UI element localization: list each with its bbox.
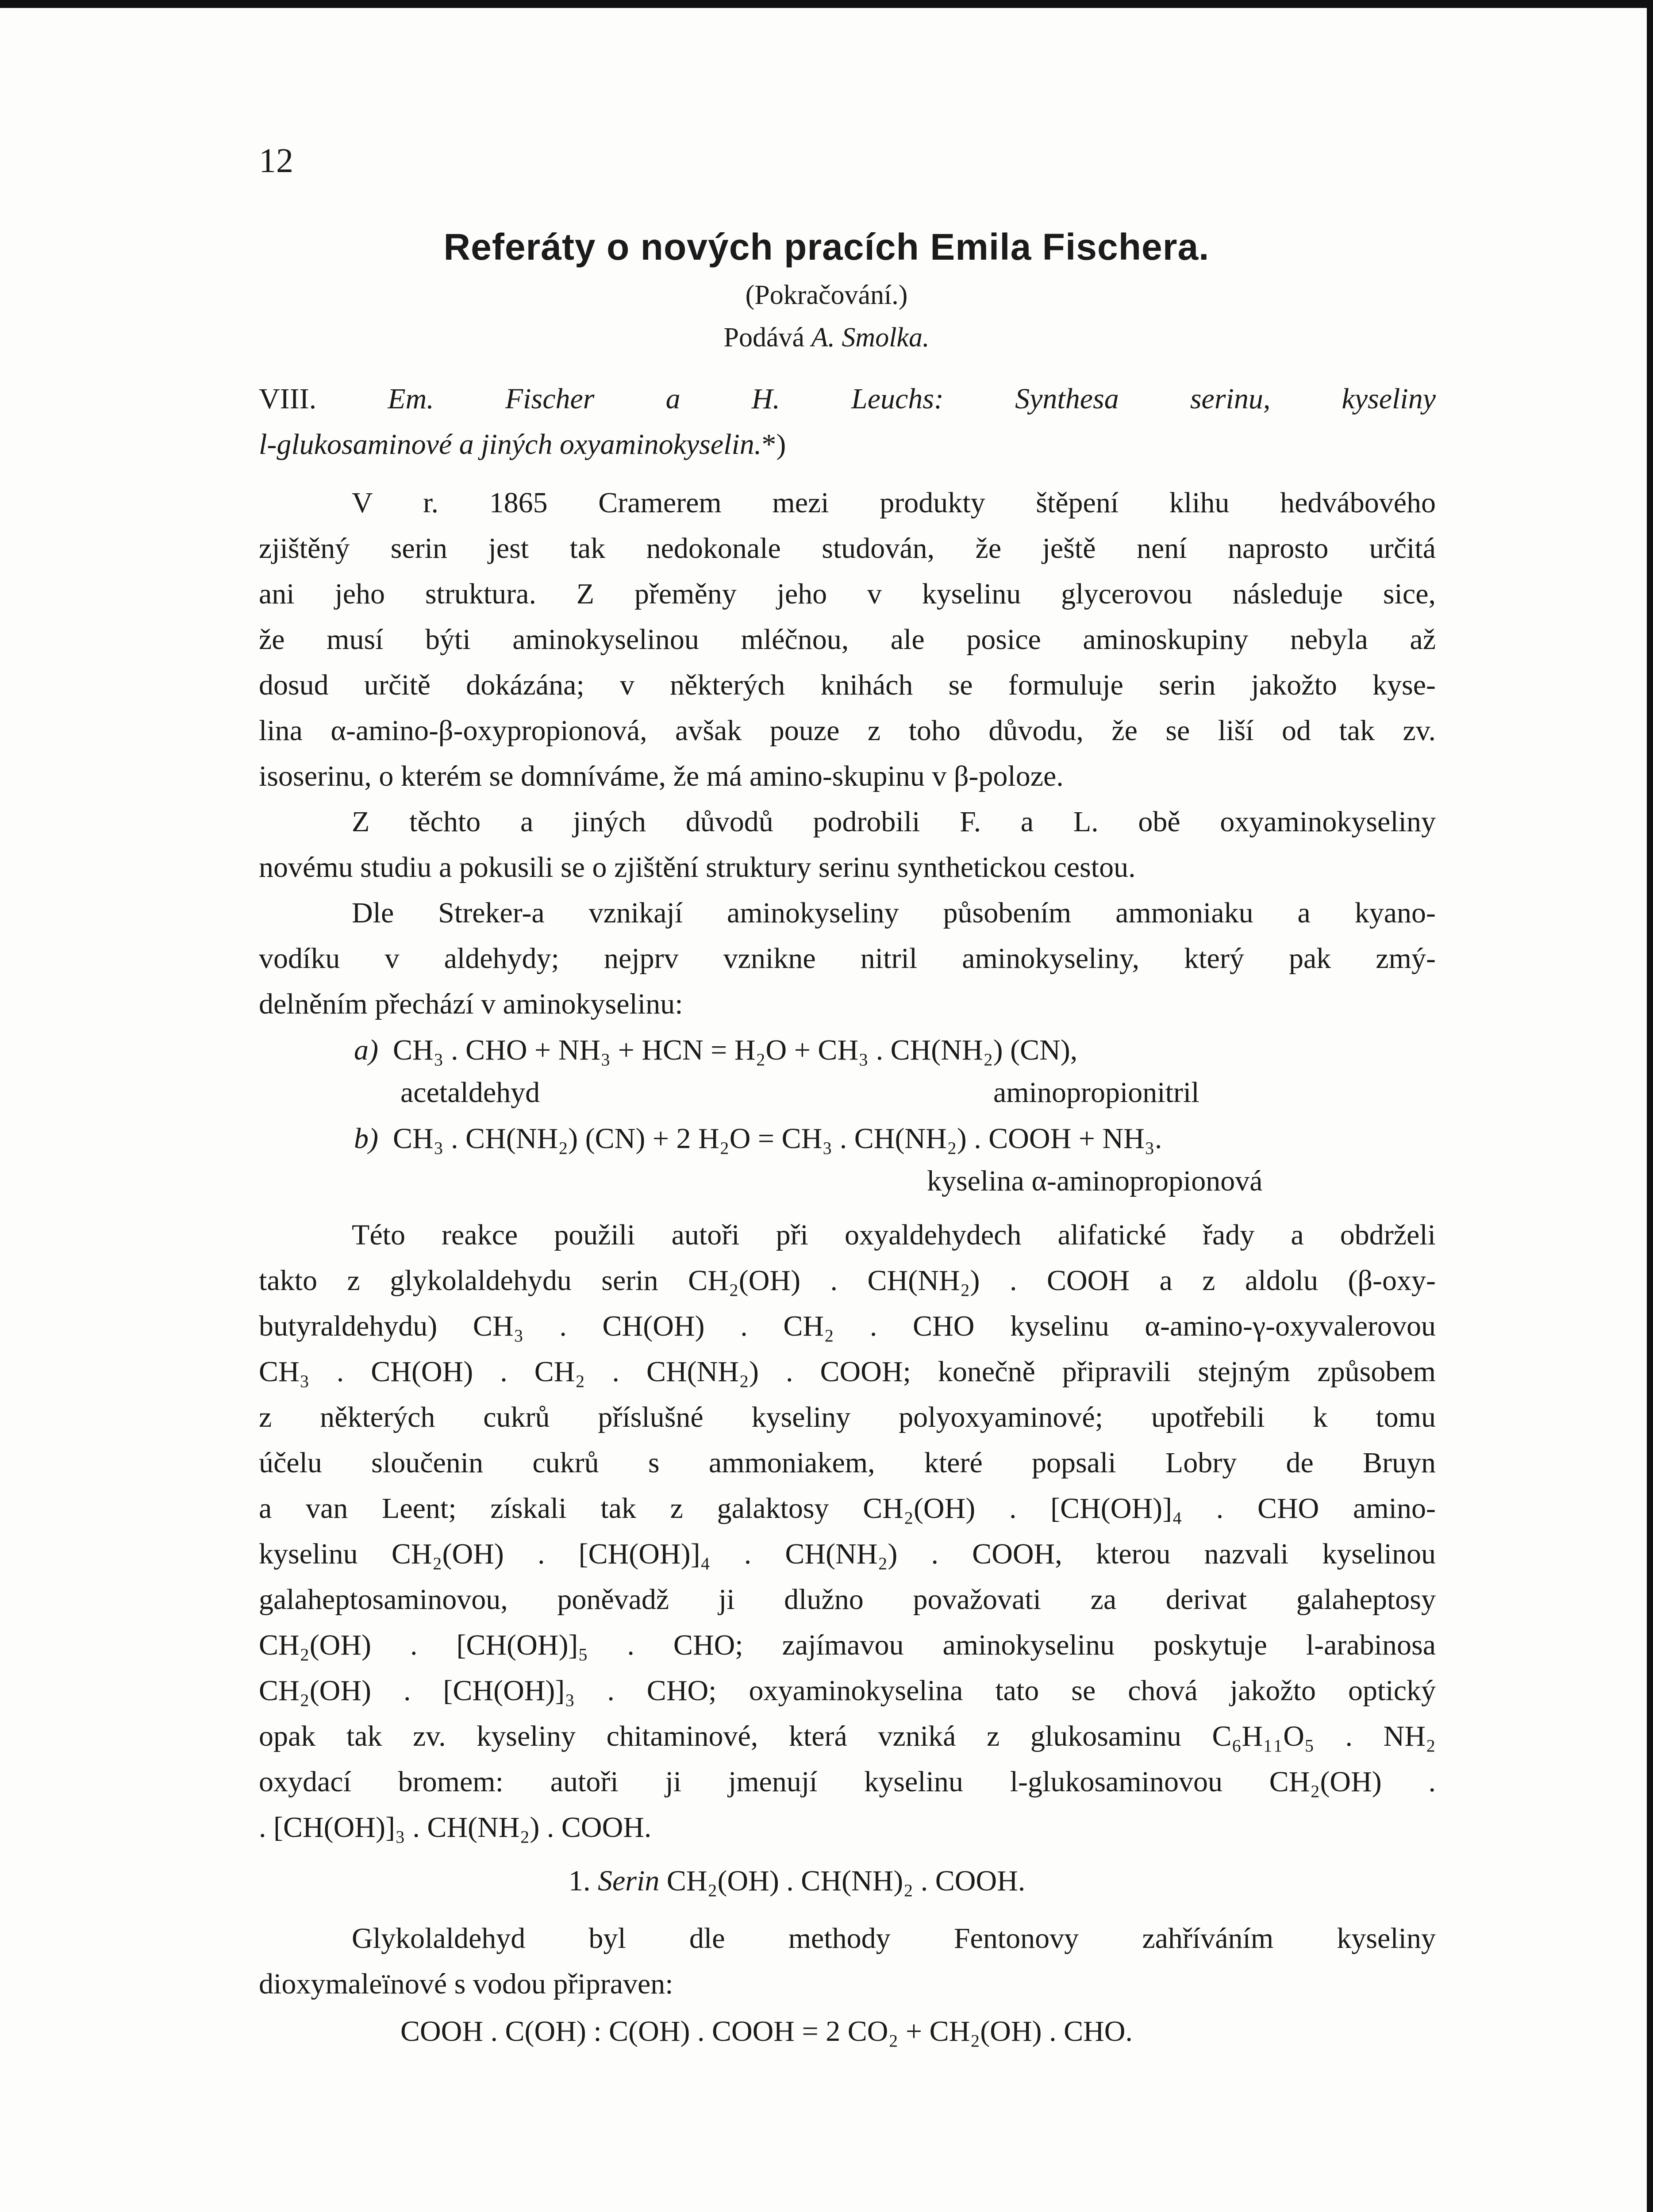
reaction-a-right-name: aminopropionitril bbox=[993, 1076, 1199, 1109]
reaction-b bbox=[354, 1116, 1162, 1161]
section-heading bbox=[259, 376, 1436, 467]
text-line: vodíku v aldehydy; nejprv vznikne nitril aminokyseliny, který pak zmý- bbox=[259, 942, 1436, 975]
text-line: oxydací bromem: autoři ji jmenují kyselinu l-glukosaminovou CH₂(OH) . bbox=[259, 1766, 1436, 1798]
reaction-b-equation: CH₃ . CH(NH₂) (CN) + 2 H₂O = CH₃ . CH(NH₂) . COOH + NH₃. bbox=[392, 1122, 1162, 1155]
text-line: CH₃ . CH(OH) . CH₂ . CH(NH₂) . COOH; konečně připravili stejným způsobem bbox=[259, 1356, 1436, 1388]
paragraph-5 bbox=[259, 1916, 1436, 2007]
section-number: VIII. bbox=[259, 383, 317, 415]
section-title-line1: Synthesa serinu, kyseliny bbox=[1015, 383, 1436, 415]
subsection-number: 1. bbox=[569, 1865, 591, 1897]
reaction-b-label: b) bbox=[354, 1122, 378, 1155]
byline bbox=[0, 322, 1653, 353]
text-line: Dle Streker-a vznikají aminokyseliny působením ammoniaku a kyano- bbox=[352, 897, 1436, 929]
text-line: kyselinu CH₂(OH) . [CH(OH)]₄ . CH(NH₂) . COOH, kterou nazvali kyselinou bbox=[259, 1538, 1436, 1570]
byline-prefix: Podává bbox=[723, 323, 811, 353]
text-line: lina α-amino-β-oxypropionová, avšak pouze z toho důvodu, že se liší od tak zv. bbox=[259, 714, 1436, 747]
text-line: CH₂(OH) . [CH(OH)]₃ . CHO; oxyaminokyselina tato se chová jakožto optický bbox=[259, 1674, 1436, 1707]
subsection-formula: CH₂(OH) . CH(NH)₂ . COOH. bbox=[666, 1865, 1026, 1897]
reaction-a-label: a) bbox=[354, 1034, 378, 1066]
text-line: ani jeho struktura. Z přeměny jeho v kyselinu glycerovou následuje sice, bbox=[259, 578, 1436, 610]
paragraph-4 bbox=[259, 1212, 1436, 1850]
text-line: novému studiu a pokusili se o zjištění struktury serinu synthetickou cestou. bbox=[259, 851, 1136, 883]
text-line: že musí býti aminokyselinou mléčnou, ale posice aminoskupiny nebyla až bbox=[259, 623, 1436, 656]
text-line: delněním přechází v aminokyselinu: bbox=[259, 988, 683, 1020]
reaction-a-equation: CH₃ . CHO + NH₃ + HCN = H₂O + CH₃ . CH(NH₂) (CN), bbox=[392, 1034, 1078, 1066]
text-line: V r. 1865 Cramerem mezi produkty štěpení klihu hedvábového bbox=[352, 487, 1436, 519]
text-line: a van Leent; získali tak z galaktosy CH₂(OH) . [CH(OH)]₄ . CHO amino- bbox=[259, 1492, 1436, 1525]
paragraph-1 bbox=[259, 480, 1436, 799]
text-line: účelu sloučenin cukrů s ammoniakem, které popsali Lobry de Bruyn bbox=[259, 1447, 1436, 1479]
section-heading-line bbox=[259, 422, 1436, 467]
text-line: isoserinu, o kterém se domníváme, že má amino-skupinu v β-poloze. bbox=[259, 760, 1064, 792]
text-line: CH₂(OH) . [CH(OH)]₅ . CHO; zajímavou aminokyselinu poskytuje l-arabinosa bbox=[259, 1629, 1436, 1661]
text-line: dioxymaleïnové s vodou připraven: bbox=[259, 1968, 673, 2000]
reaction-a-left-name: acetaldehyd bbox=[400, 1076, 540, 1109]
scan-edge-top bbox=[0, 0, 1653, 8]
section-authors: Em. Fischer a H. Leuchs: bbox=[388, 383, 944, 415]
byline-author: A. Smolka. bbox=[811, 323, 930, 353]
section-title-line2: l-glukosaminové a jiných oxyaminokyselin. bbox=[259, 428, 762, 461]
continuation-note: (Pokračování.) bbox=[745, 280, 908, 310]
final-equation: COOH . C(OH) : C(OH) . COOH = 2 CO₂ + CH₂(OH) . CHO. bbox=[400, 2015, 1133, 2047]
text-line: Z těchto a jiných důvodů podrobili F. a L. obě oxyaminokyseliny bbox=[352, 806, 1436, 838]
section-heading-line bbox=[259, 376, 1436, 422]
reaction-b-name: kyselina α-aminopropionová bbox=[927, 1165, 1263, 1197]
text-line: butyraldehydu) CH₃ . CH(OH) . CH₂ . CHO kyselinu α-amino-γ-oxyvalerovou bbox=[259, 1310, 1436, 1342]
paragraph-3 bbox=[259, 890, 1436, 1027]
text-line: takto z glykolaldehydu serin CH₂(OH) . CH(NH₂) . COOH a z aldolu (β-oxy- bbox=[259, 1264, 1436, 1297]
text-line: . [CH(OH)]₃ . CH(NH₂) . COOH. bbox=[259, 1811, 652, 1843]
page-number: 12 bbox=[259, 141, 293, 180]
reaction-a bbox=[354, 1027, 1077, 1073]
subsection-heading bbox=[569, 1858, 1025, 1904]
subsection-name: Serin bbox=[598, 1865, 660, 1897]
text-line: zjištěný serin jest tak nedokonale studován, že ještě není naprosto určitá bbox=[259, 532, 1436, 565]
article-title: Referáty o nových pracích Emila Fischera. bbox=[443, 226, 1210, 268]
text-line: z některých cukrů příslušné kyseliny polyoxyaminové; upotřebili k tomu bbox=[259, 1401, 1436, 1433]
text-line: opak tak zv. kyseliny chitaminové, která vzniká z glukosaminu C₆H₁₁O₅ . NH₂ bbox=[259, 1720, 1436, 1752]
paragraph-2 bbox=[259, 799, 1436, 890]
text-line: Glykolaldehyd byl dle methody Fentonovy zahříváním kyseliny bbox=[352, 1922, 1436, 1955]
footnote-mark: *) bbox=[761, 428, 786, 461]
text-line: galaheptosaminovou, poněvadž ji dlužno považovati za derivat galaheptosy bbox=[259, 1583, 1436, 1616]
text-line: Této reakce použili autoři při oxyaldehydech alifatické řady a obdrželi bbox=[352, 1219, 1436, 1251]
text-line: dosud určitě dokázána; v některých knihách se formuluje serin jakožto kyse- bbox=[259, 669, 1436, 701]
